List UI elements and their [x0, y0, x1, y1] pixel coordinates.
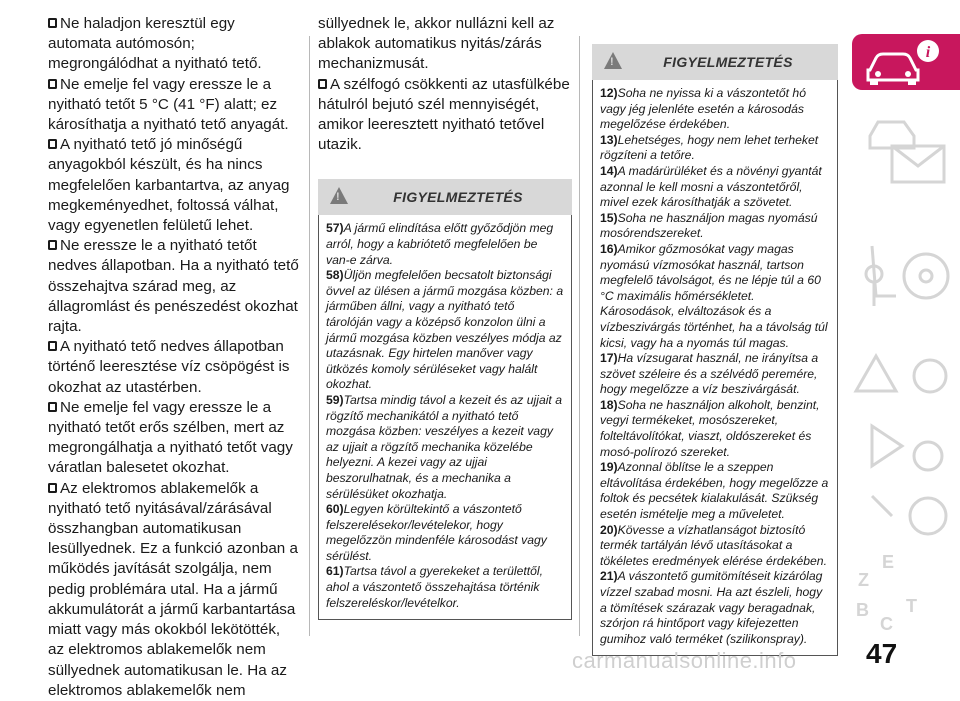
svg-text:B: B: [856, 600, 869, 620]
page-number: 47: [866, 638, 898, 669]
maintenance-icon: [872, 496, 946, 534]
warning-item-number: 59): [326, 392, 344, 407]
warning-item-text: Soha ne nyissa ki a vászontetőt hó vagy jég jelenléte esetén a károsodás megelőzése érdekében.: [600, 86, 806, 132]
warning-item-number: 19): [600, 460, 618, 475]
index-letters-icon: [856, 552, 917, 634]
warning-header: [592, 44, 838, 80]
column-divider: [579, 36, 580, 636]
bookmark-icon: [48, 483, 57, 493]
warning-item: [326, 502, 564, 564]
svg-text:C: C: [880, 614, 893, 634]
warning-item-text: A jármű elindítása előtt győződjön meg arról, hogy a kabriótető megfelelően be van-e zárva.: [326, 221, 554, 267]
warning-item-number: 60): [326, 502, 344, 517]
warning-item: [600, 86, 830, 133]
svg-text:T: T: [906, 596, 917, 616]
warning-item-number: 13): [600, 132, 618, 147]
column-3: [592, 44, 838, 656]
warning-item-number: 57): [326, 221, 344, 236]
warning-item-text: A madárürüléket és a növényi gyantát azonnal le kell mosni a vászontetőről, mivel ezek károsíthatják a szövetet.: [600, 163, 822, 210]
warning-title: FIGYELMEZTETÉS: [393, 189, 523, 206]
warning-item: [600, 398, 830, 460]
warning-item-number: 18): [600, 397, 618, 412]
warning-box: [592, 44, 838, 656]
warning-item-text: Ha vízsugarat használ, ne irányítsa a szövet széleire és a szélvédő peremére, hogy megelőzze a víz beszivárgását.: [600, 351, 819, 397]
warning-item-text: Soha ne használjon alkoholt, benzint, vegyi termékeket, mosószereket, folteltávolítókat, viaszt, oldószereket és mosó-polírozó szereket.: [600, 397, 820, 459]
paragraph: Ne emelje fel vagy eressze le a nyitható tetőt erős szélben, mert az megrongálhatja a nyitható tetőt vagy váratlan balesetet okozhat.: [48, 398, 293, 477]
warning-item-text: Tartsa mindig távol a kezeit és az ujjait a rögzítő mechanikától a nyitható tető mozgása közben: veszélyes a kezeit vagy az ujjait a rögzítő mechanika közelébe helyezni. A kezei vagy az ujjai beszorulhatnak, és a mechanika a sérülésüket okozhatja.: [326, 392, 562, 501]
warning-item-number: 17): [600, 351, 618, 366]
warning-item-text: Azonnal öblítse le a szeppen eltávolítása érdekében, hogy megelőzze a foltok és pecsétek kialakulását. Szükség esetén ismételje meg a műveletet.: [600, 460, 829, 522]
car-icon: [870, 122, 914, 148]
warning-item-text: Lehetséges, hogy nem lehet terheket rögzíteni a tetőre.: [600, 132, 819, 163]
warning-item-number: 14): [600, 163, 618, 178]
watermark: carmanualsonline.info: [572, 648, 797, 673]
paragraph: Ne emelje fel vagy eressze le a nyitható tetőt 5 °C (41 °F) alatt; ez károsíthatja a nyitható tető anyagát.: [48, 75, 289, 134]
warning-item-text: A vászontető gumitömítéseit kizárólag vízzel szabad mosni. Ha azt észleli, hogy a tömítések szárazak vagy beragadnak, szórjon rá hintőport vagy kifejezetten gumihoz való terméket (szilikonspray).: [600, 569, 823, 646]
warning-item-text: Tartsa távol a gyerekeket a területtől, ahol a vászontető összehajtása történik felszereléskor/levételkor.: [326, 564, 544, 610]
paragraph: Az elektromos ablakemelők a nyitható tető nyitásával/zárásával összhangban automatikusan lesüllyednek. Ez a funkció azonban a működés javítását szolgálja, nem pedig problémára utal. Ha a jármű akkumulátorát a jármű karbantartása miatt vagy más okokból lekötötték, az elektromos ablakemelők nem süllyednek automatikusan le. Ha az elektromos ablakemelők nem: [48, 479, 298, 699]
warning-item-text: Kövesse a vízhatlanságot biztosító termék tartályán lévő utasításokat a tökéletes eredmények elérése érdekében.: [600, 522, 827, 568]
bookmark-icon: [318, 79, 327, 89]
steering-wheel-icon: [904, 254, 948, 298]
warning-item-number: 15): [600, 210, 618, 225]
svg-text:E: E: [882, 552, 895, 572]
envelope-icon: [892, 146, 944, 182]
warning-body: [318, 215, 572, 620]
warning-item: [600, 164, 830, 211]
warning-item-number: 12): [600, 86, 618, 100]
section-tab[interactable]: [852, 34, 960, 90]
warning-item-text: Soha ne használjon magas nyomású mosórendszereket.: [600, 210, 818, 241]
warning-item: [326, 564, 564, 611]
warning-box: [318, 179, 572, 620]
paragraph: A szélfogó csökkenti az utasfülkébe hátulról bejutó szél mennyiségét, amikor leeresztett nyitható tetővel utazik.: [318, 75, 570, 154]
svg-text:i: i: [925, 44, 931, 61]
paragraph: A nyitható tető nedves állapotban történő leeresztése víz csöpögést is okozhat az utastérben.: [48, 338, 290, 396]
warning-item-number: 58): [326, 268, 344, 283]
warning-item-number: 16): [600, 241, 618, 256]
warning-title: FIGYELMEZTETÉS: [663, 54, 793, 70]
bookmark-icon: [48, 139, 57, 149]
paragraph: Ne haladjon keresztül egy automata autómosón; megrongálódhat a nyitható tető.: [48, 15, 262, 73]
warning-item: [326, 393, 564, 502]
svg-text:Z: Z: [858, 570, 869, 590]
warning-item: [600, 242, 830, 351]
bookmark-icon: [48, 240, 57, 250]
seat-icon: [872, 246, 896, 296]
bookmark-icon: [48, 79, 57, 89]
warning-body: [592, 80, 838, 656]
warning-item-text: Amikor gőzmosókat vagy magas nyomású vízmosókat használ, tartson megfelelő távolságot, és ne lépje túl a 60 °C maximális hőmérsékletet. Károsodások, elváltozások és a vízbeszivárgás történhet, ha a távolság túl kicsi, vagy ha a nyomás túl magas.: [600, 241, 828, 350]
column-1: [48, 14, 300, 701]
bookmark-icon: [48, 18, 57, 28]
warning-item: [600, 351, 830, 398]
warning-item-text: Üljön megfelelően becsatolt biztonsági övvel az ülésen a jármű mozgása közben: a járműben állni, vagy a nyitható tető tárolóján vagy a középső konzolon ülni a jármű mozgása közben veszélyes módja az utazásnak. Egy hirtelen manőver vagy ütközés komoly sérüléseket vagy halált okozhat.: [326, 268, 564, 392]
paragraph: Ne eressze le a nyitható tetőt nedves állapotban. Ha a nyitható tető összehajtva szárad meg, az állagromlást és penészedést okozhat rajta.: [48, 237, 299, 336]
warning-item: [600, 569, 830, 647]
breakdown-icon: [872, 426, 942, 470]
bookmark-icon: [48, 341, 57, 351]
column-2: [318, 14, 572, 620]
warning-item: [600, 211, 830, 242]
warning-item: [600, 523, 830, 570]
car-info-icon: [852, 34, 960, 90]
warning-item-number: 20): [600, 522, 618, 537]
paragraph: süllyednek le, akkor nullázni kell az ablakok automatikus nyitás/zárás mechanizmusát.: [318, 15, 555, 73]
warning-item: [600, 460, 830, 522]
warning-item-text: Legyen körültekintő a vászontető felszerelésekor/levételekor, hogy megelőzzön mindenféle károsodást vagy sérülést.: [326, 502, 547, 563]
paragraph: A nyitható tető jó minőségű anyagokból készült, és ha nincs megfelelően karbantartva, az anyag megkeményedhet, foltossá válhat, vagy egyenetlen felületű lehet.: [48, 136, 290, 235]
warning-item: [600, 133, 830, 164]
warning-light-icon: [856, 356, 946, 392]
warning-item: [326, 221, 564, 268]
warning-item: [326, 268, 564, 393]
warning-item-number: 21): [600, 569, 618, 584]
column-divider: [309, 36, 310, 636]
warning-header: [318, 179, 572, 215]
bookmark-icon: [48, 402, 57, 412]
warning-item-number: 61): [326, 564, 344, 579]
chapter-icons: [852, 96, 960, 636]
